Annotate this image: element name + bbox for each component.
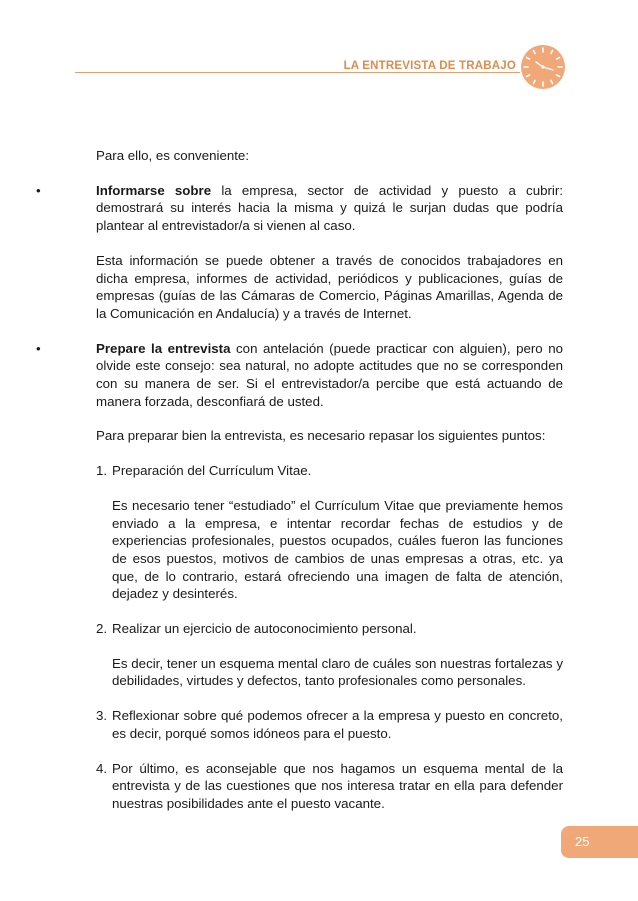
page-number-tab: 25 (561, 826, 638, 858)
numbered-point-4 (96, 760, 563, 813)
bullet-bold-lead: Prepare la entrevista (96, 340, 231, 356)
bullet-bold-lead: Informarse sobre (96, 182, 212, 198)
bullet-text (96, 340, 563, 411)
point-number: 3. (96, 708, 108, 724)
bullet-marker: • (36, 182, 41, 198)
numbered-point-2 (96, 620, 563, 690)
point-number: 2. (96, 621, 108, 637)
bullet-body: la empresa, sector de actividad y puesto a cubrir: demostrará su interés hacia la misma y quizá le surjan dudas que podría plantear al entrevistador/a si vienen al caso. (96, 182, 563, 234)
bullet-marker: • (36, 340, 41, 356)
bullet-item-prepare (36, 340, 564, 411)
point-number: 1. (96, 463, 108, 479)
point-detail: Es decir, tener un esquema mental claro de cuáles son nuestras fortalezas y debilidades, virtudes y defectos, tanto profesionales como personales. (112, 655, 563, 689)
clock-icon (520, 44, 566, 90)
point-detail: Es necesario tener “estudiado” el Currículum Vitae que previamente hemos enviado a la empresa, e intentar recordar fechas de estudios y de experiencias profesionales, puestos ocupados, cuáles fueron las funciones de esos puestos, motivos de cambios de unas empresas a otras, etc. ya que, de lo contrario, estará ofreciendo una imagen de falta de atención, dejadez y desinterés. (112, 497, 563, 602)
page-body (36, 147, 564, 830)
bullet-followup-text: Para preparar bien la entrevista, es necesario repasar los siguientes puntos: (96, 428, 546, 444)
header-rule (75, 72, 520, 73)
bullet-text (96, 182, 563, 235)
bullet-item-informarse (36, 182, 563, 235)
numbered-point-3 (96, 707, 563, 742)
intro-text: Para ello, es conveniente: (96, 148, 250, 163)
bullet-body: con antelación (puede practicar con alguien), pero no olvide este consejo: sea natural, no adopte actitudes que no se corresponden con su manera de ser. Si el entrevistador/a percibe que está actuando de manera forzada, desconfiará de usted. (96, 340, 564, 409)
point-title: Realizar un ejercicio de autoconocimiento personal. (112, 621, 417, 637)
point-number: 4. (96, 760, 108, 776)
bullet-followup-text: Esta información se puede obtener a través de conocidos trabajadores en dicha empresa, informes de actividad, periódicos y publicaciones, guías de empresas (guías de las Cámaras de Comercio, Páginas Amarillas, Agenda de la Comunicación en Andalucía) y a través de Internet. (96, 252, 563, 321)
point-title: Reflexionar sobre qué podemos ofrecer a la empresa y puesto en concreto, es decir, porqué somos idóneos para el puesto. (112, 708, 563, 741)
point-title: Por último, es aconsejable que nos hagamos un esquema mental de la entrevista y de las cuestiones que nos interesa tratar en ella para defender nuestras posibilidades ante el puesto vacante. (112, 760, 563, 811)
running-header-title: LA ENTREVISTA DE TRABAJO (343, 60, 516, 72)
numbered-point-1 (96, 462, 563, 603)
point-title: Preparación del Currículum Vitae. (112, 463, 312, 479)
